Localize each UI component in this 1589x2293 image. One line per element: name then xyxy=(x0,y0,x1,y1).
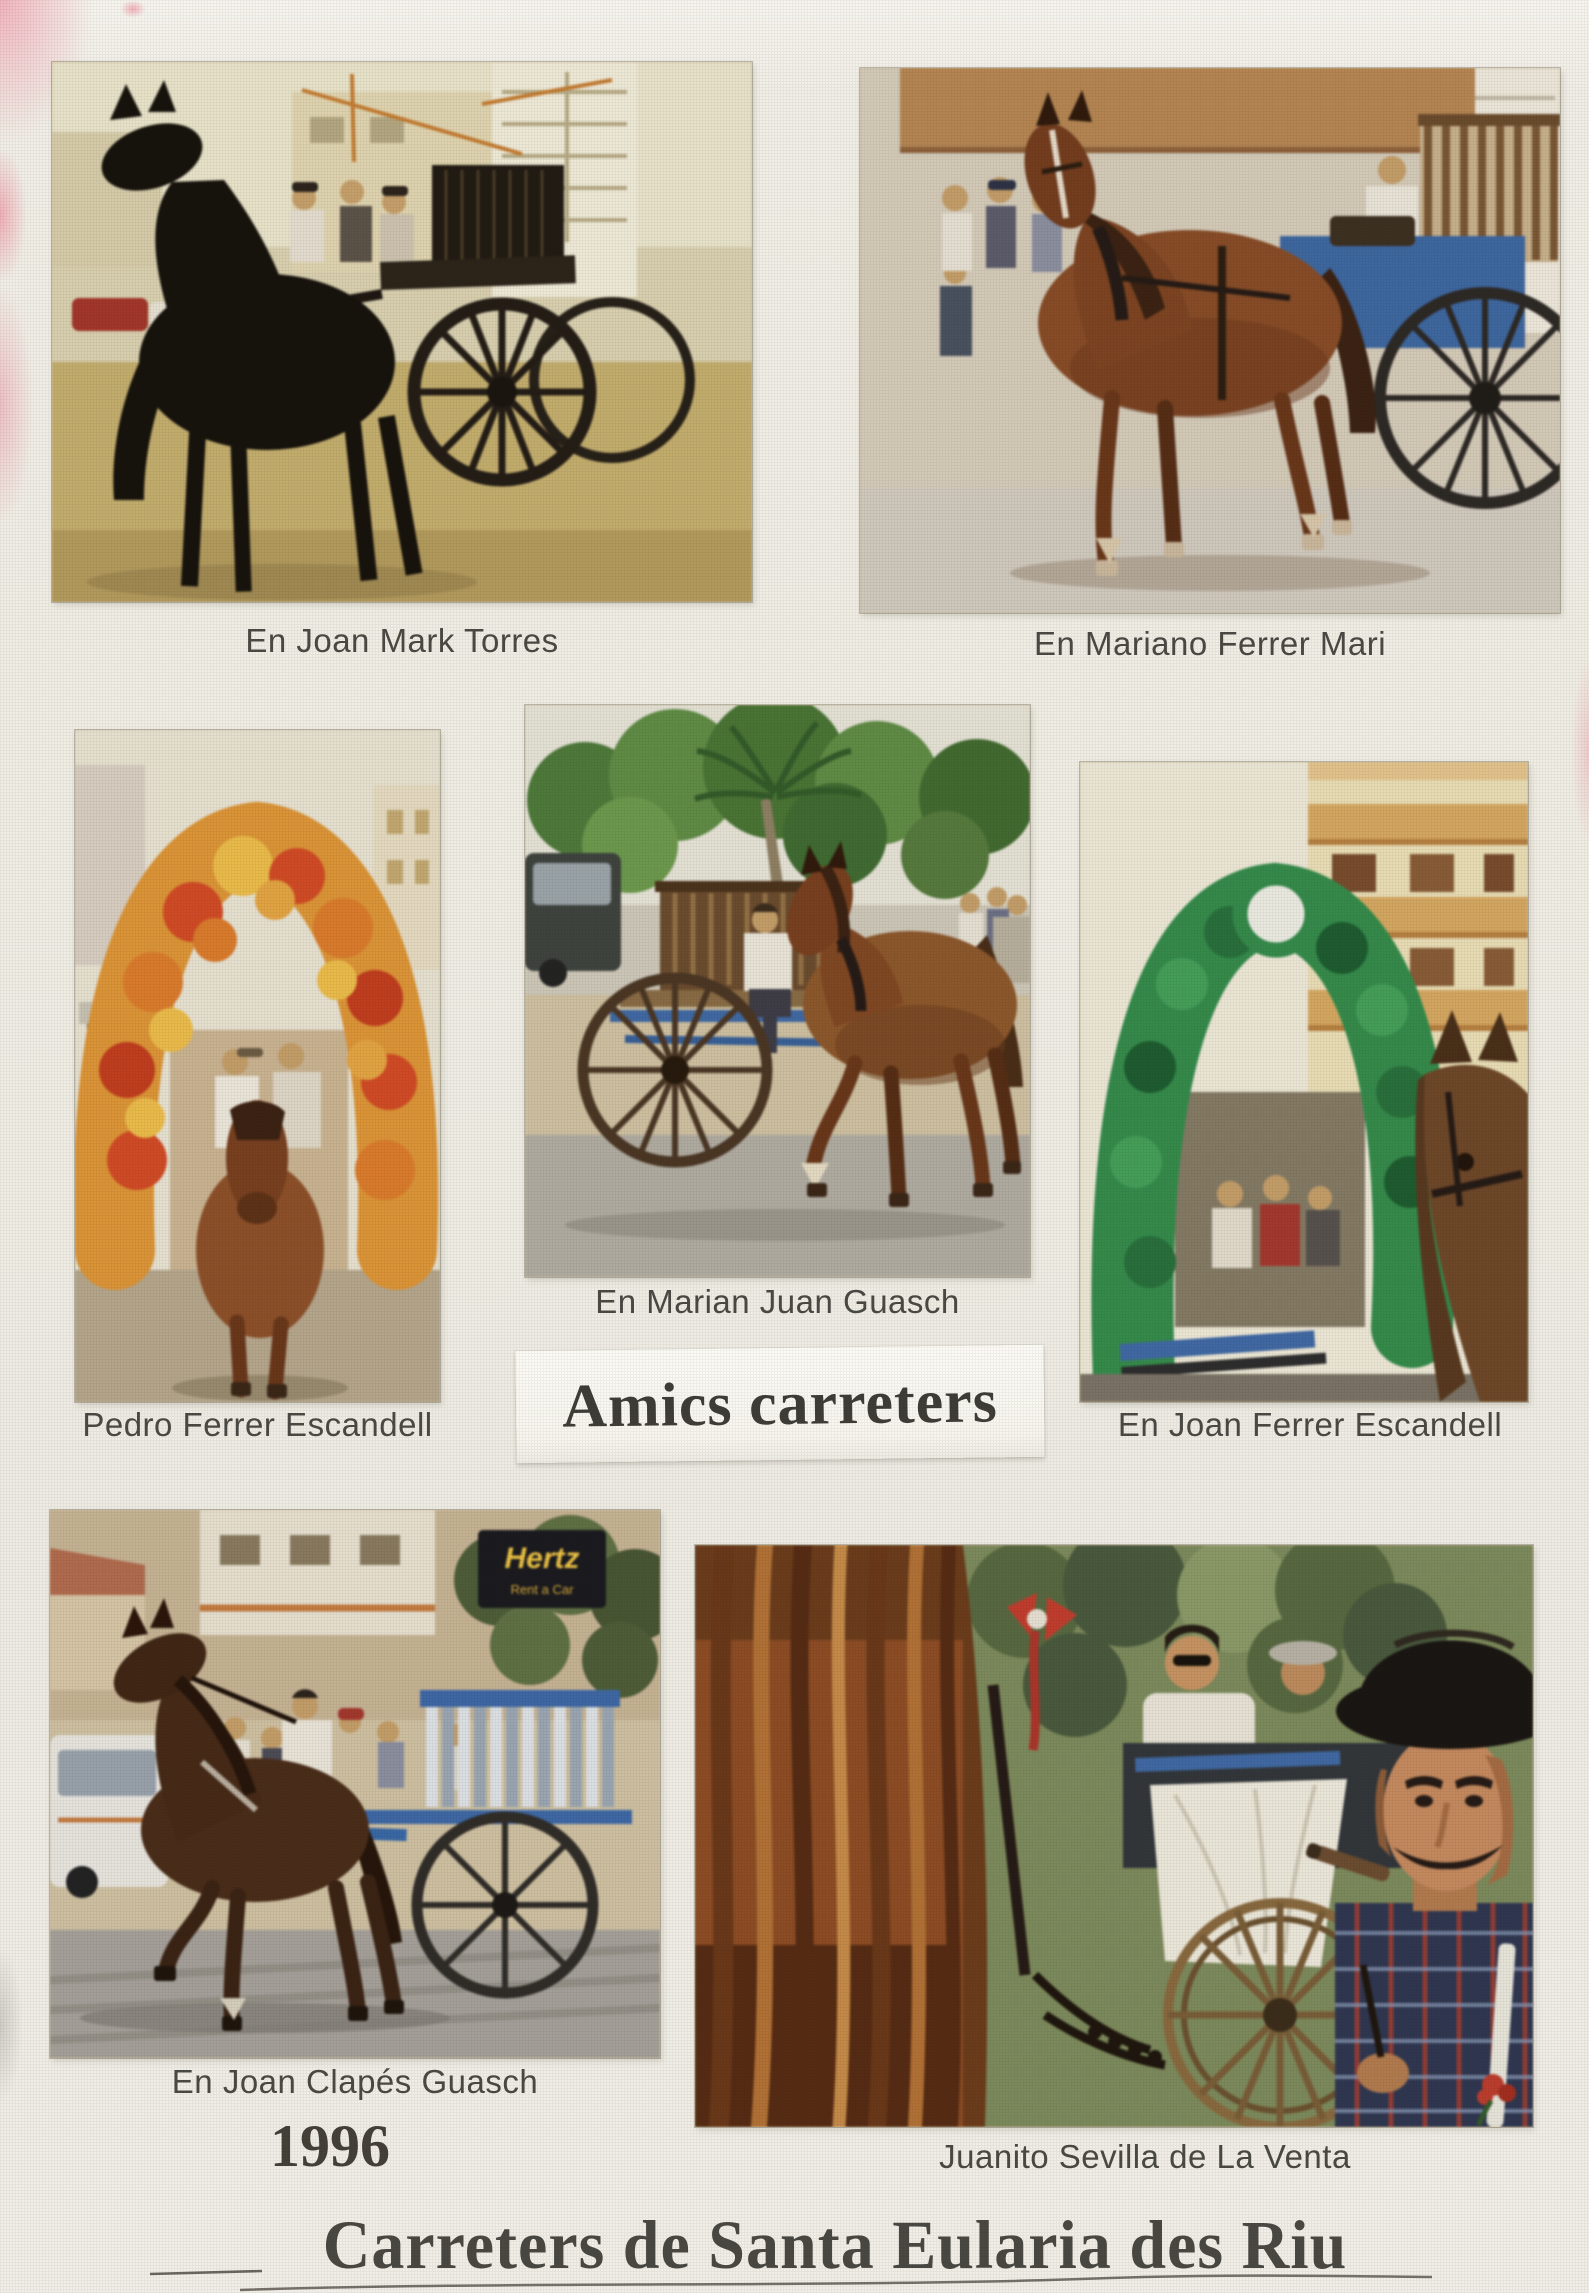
clipping-title: Amics carreters xyxy=(561,1366,999,1441)
scan-smudge xyxy=(0,150,26,280)
title-underline xyxy=(90,2262,1510,2293)
photo-illustration xyxy=(52,62,752,602)
photo-mariano-ferrer-mari xyxy=(860,68,1560,613)
photo-illustration xyxy=(75,730,440,1402)
hertz-sign-text: Hertz xyxy=(504,1542,580,1575)
scan-smudge xyxy=(1572,660,1589,840)
photo-caption: En Mariano Ferrer Mari xyxy=(1033,625,1387,662)
photo-joan-ferrer-escandell xyxy=(1080,762,1528,1402)
year-label: 1996 xyxy=(270,2113,390,2179)
photo-pedro-ferrer-escandell xyxy=(75,730,440,1402)
photo-illustration xyxy=(860,68,1560,613)
photo-illustration xyxy=(525,705,1030,1277)
photo-caption: En Joan Clapés Guasch xyxy=(171,2063,539,2100)
scan-smudge xyxy=(0,290,32,520)
hertz-sign xyxy=(478,1530,606,1608)
photo-marian-juan-guasch xyxy=(525,705,1030,1277)
photo-joan-mark-torres xyxy=(52,62,752,602)
photo-joan-clapes-guasch xyxy=(50,1510,660,2058)
photo-caption: Juanito Sevilla de La Venta xyxy=(939,2138,1351,2175)
photo-caption: Pedro Ferrer Escandell xyxy=(82,1406,433,1443)
scan-smudge xyxy=(0,1950,22,2100)
photo-illustration xyxy=(1080,762,1528,1402)
hertz-sign-subtext: Rent a Car xyxy=(510,1582,574,1597)
photo-juanito-sevilla xyxy=(695,1545,1533,2127)
photo-caption: En Joan Mark Torres xyxy=(245,622,559,659)
newspaper-clipping xyxy=(515,1345,1044,1463)
photo-caption: En Marian Juan Guasch xyxy=(595,1283,960,1320)
page-title: Carreters de Santa Eularia des Riu xyxy=(322,2207,1348,2284)
photo-illustration xyxy=(695,1545,1533,2127)
photo-illustration xyxy=(50,1510,660,2058)
photo-caption: En Joan Ferrer Escandell xyxy=(1117,1406,1503,1443)
scan-smudge xyxy=(120,0,146,18)
